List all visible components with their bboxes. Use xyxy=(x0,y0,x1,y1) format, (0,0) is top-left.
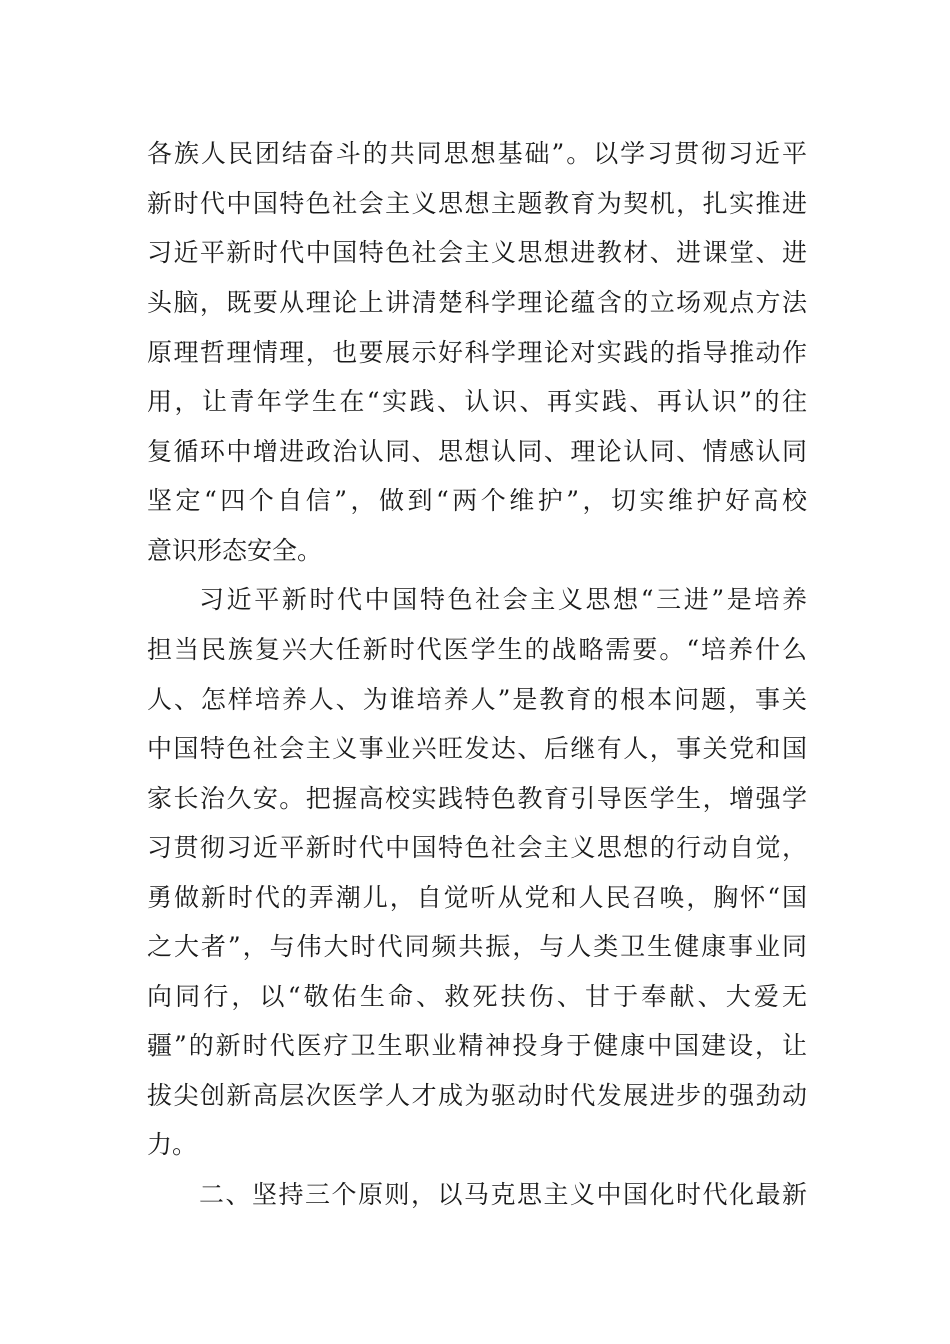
paragraph-1-line-2: 新时代中国特色社会主义思想主题教育为契机，扎实推进 xyxy=(147,189,807,218)
paragraph-2-line-2: 担当民族复兴大任新时代医学生的战略需要。“培养什么 xyxy=(147,635,807,664)
paragraph-2-line-12: 力。 xyxy=(147,1130,198,1159)
paragraph-2-line-10: 疆”的新时代医疗卫生职业精神投身于健康中国建设，让 xyxy=(147,1031,807,1060)
paragraph-2-line-8: 之大者”，与伟大时代同频共振，与人类卫生健康事业同 xyxy=(147,932,807,961)
paragraph-1-line-9: 意识形态安全。 xyxy=(147,536,323,565)
paragraph-1-line-5: 原理哲理情理，也要展示好科学理论对实践的指导推动作 xyxy=(147,338,807,367)
paragraph-1-line-4: 头脑，既要从理论上讲清楚科学理论蕴含的立场观点方法 xyxy=(147,288,807,317)
section-heading-line-1: 二、坚持三个原则，以马克思主义中国化时代化最新 xyxy=(199,1180,807,1209)
paragraph-2-line-4: 中国特色社会主义事业兴旺发达、后继有人，事关党和国 xyxy=(147,734,807,763)
paragraph-1-line-1: 各族人民团结奋斗的共同思想基础”。以学习贯彻习近平 xyxy=(147,139,807,168)
paragraph-1-line-7: 复循环中增进政治认同、思想认同、理论认同、情感认同 xyxy=(147,437,807,466)
paragraph-2-line-5: 家长治久安。把握高校实践特色教育引导医学生，增强学 xyxy=(147,784,807,813)
paragraph-2-line-6: 习贯彻习近平新时代中国特色社会主义思想的行动自觉， xyxy=(147,833,807,862)
paragraph-2-line-1: 习近平新时代中国特色社会主义思想“三进”是培养 xyxy=(199,585,807,614)
paragraph-1-line-8: 坚定“四个自信”，做到“两个维护”，切实维护好高校 xyxy=(147,486,807,515)
paragraph-2-line-3: 人、怎样培养人、为谁培养人”是教育的根本问题，事关 xyxy=(147,685,807,714)
paragraph-2-line-7: 勇做新时代的弄潮儿，自觉听从党和人民召唤，胸怀“国 xyxy=(147,883,807,912)
paragraph-2-line-9: 向同行，以“敬佑生命、救死扶伤、甘于奉献、大爱无 xyxy=(147,982,807,1011)
paragraph-2-line-11: 拔尖创新高层次医学人才成为驱动时代发展进步的强劲动 xyxy=(147,1081,807,1110)
paragraph-1-line-3: 习近平新时代中国特色社会主义思想进教材、进课堂、进 xyxy=(147,238,807,267)
paragraph-1-line-6: 用，让青年学生在“实践、认识、再实践、再认识”的往 xyxy=(147,387,807,416)
